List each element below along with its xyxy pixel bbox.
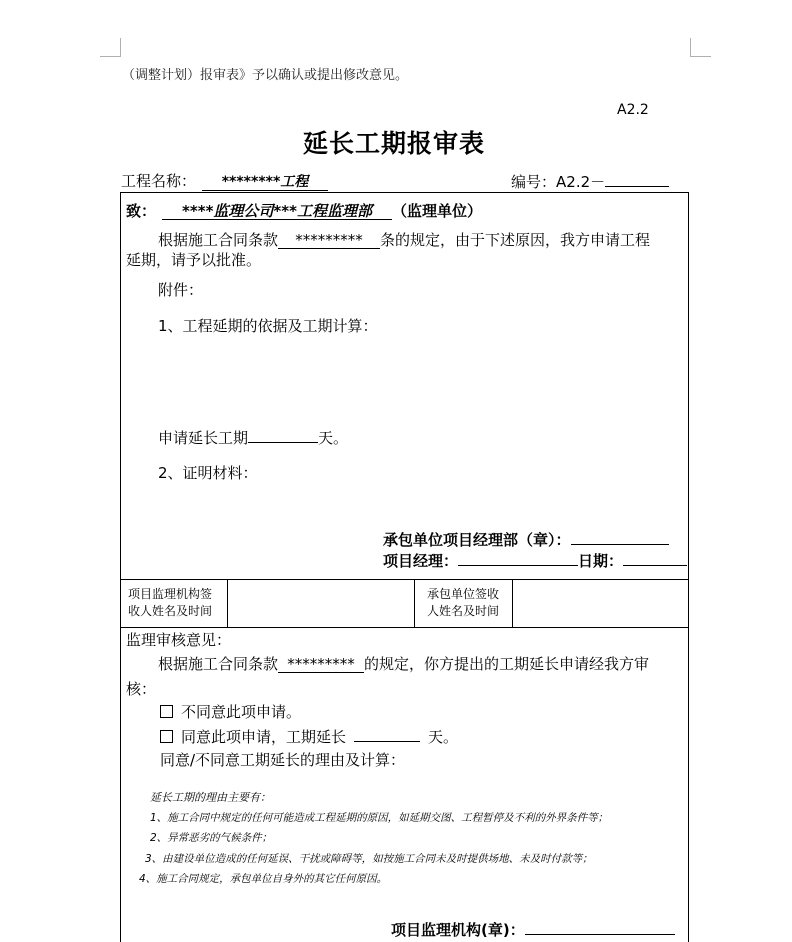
agree-days-blank: [354, 725, 420, 742]
application-body-line1: [158, 229, 650, 250]
form-left-border: [120, 192, 121, 942]
contractor-seal-label: 承包单位项目经理部（章）：: [383, 531, 571, 549]
option-agree-label: 同意此项申请，工期延长: [181, 728, 347, 746]
option-disagree: [160, 701, 301, 722]
form-number-label: 编号：: [511, 173, 557, 191]
attachment-item-1: 1、工程延期的依据及工期计算：: [158, 317, 378, 335]
receipt-row-top-border: [120, 579, 689, 580]
note-3: 3、由建设单位造成的任何延误、干扰或障碍等，如按施工合同未及时提供场地、未及时付款等；: [145, 853, 593, 865]
date-blank: [623, 549, 687, 566]
addressee-suffix: （监理单位）: [392, 202, 483, 220]
agree-checkbox[interactable]: [160, 730, 173, 743]
page-title: 延长工期报审表: [303, 129, 486, 158]
supervision-seal-row: [391, 918, 675, 940]
review-body-suffix: 的规定，你方提出的工期延长申请经我方审: [364, 655, 650, 673]
review-body-line2: 核：: [126, 680, 157, 698]
project-name-row: [121, 170, 328, 191]
manager-blank: [458, 549, 578, 566]
receipt-row-bottom-border: [120, 627, 689, 628]
attachment-item-2: 2、证明材料：: [158, 464, 258, 482]
addressee-label: 致：: [126, 202, 157, 220]
receipt-divider-3: [512, 579, 513, 627]
extension-days-blank: [248, 426, 318, 443]
review-body-line1: [158, 653, 649, 674]
addressee-value: ****监理公司***工程监理部: [162, 203, 392, 220]
project-name-label: 工程名称：: [121, 172, 197, 190]
attachment-label: 附件：: [158, 281, 204, 299]
review-heading: 监理审核意见：: [126, 631, 232, 649]
supervision-seal-label: 项目监理机构(章)：: [391, 921, 525, 939]
review-body-prefix: 根据施工合同条款: [158, 655, 279, 673]
extension-days-label: 申请延长工期: [158, 429, 249, 447]
contractor-receipt-label-line2: 人姓名及时间: [427, 604, 500, 618]
disagree-checkbox[interactable]: [160, 705, 173, 718]
agree-days-unit: 天。: [428, 728, 459, 746]
project-name-value: ********工程: [202, 174, 328, 191]
contractor-receipt-label: [427, 586, 499, 620]
addressee-row: [126, 200, 482, 221]
supervision-receipt-label-line1: 项目监理机构签: [128, 587, 213, 601]
note-4: 4、施工合同规定，承包单位自身外的其它任何原因。: [139, 873, 388, 885]
option-disagree-label: 不同意此项申请。: [181, 703, 302, 721]
reason-line: 同意/不同意工期延长的理由及计算：: [160, 751, 406, 769]
page-corner-mark-left: [100, 38, 121, 57]
form-number-blank: [605, 170, 669, 187]
extension-days-row: [158, 426, 348, 448]
notes-heading: 延长工期的理由主要有：: [150, 791, 271, 804]
supervision-receipt-label-line2: 收人姓名及时间: [128, 604, 213, 618]
receipt-divider-1: [227, 579, 228, 627]
note-1: 1、施工合同中规定的任何可能造成工程延期的原因，如延期交图、工程暂停及不利的外界条件等；: [150, 812, 609, 824]
extension-days-unit: 天。: [318, 429, 349, 447]
contractor-seal-row: [383, 528, 669, 550]
contractor-receipt-label-line1: 承包单位签收: [427, 587, 500, 601]
supervision-receipt-label: [128, 586, 212, 620]
note-2: 2、异常恶劣的气候条件；: [150, 832, 273, 844]
form-code: A2.2: [617, 102, 649, 118]
page-corner-mark-right: [690, 38, 711, 57]
header-note: （调整计划）报审表》予以确认或提出修改意见。: [122, 68, 409, 83]
form-number-value: A2.2－: [556, 173, 606, 191]
receipt-divider-2: [414, 579, 415, 627]
supervision-seal-blank: [525, 918, 675, 935]
form-right-border: [688, 192, 689, 942]
manager-label: 项目经理：: [383, 552, 459, 570]
application-body-suffix: 条的规定，由于下述原因，我方申请工程: [380, 231, 651, 249]
form-number-row: [511, 170, 669, 192]
review-clause: *********: [278, 656, 364, 673]
manager-date-row: [383, 549, 687, 571]
contractor-seal-blank: [571, 528, 669, 545]
form-top-border: [120, 192, 689, 193]
date-label: 日期：: [578, 552, 624, 570]
application-body-line2: 延期，请予以批准。: [126, 251, 262, 269]
application-clause: *********: [278, 232, 380, 249]
application-body-prefix: 根据施工合同条款: [158, 231, 279, 249]
option-agree: [160, 725, 458, 747]
